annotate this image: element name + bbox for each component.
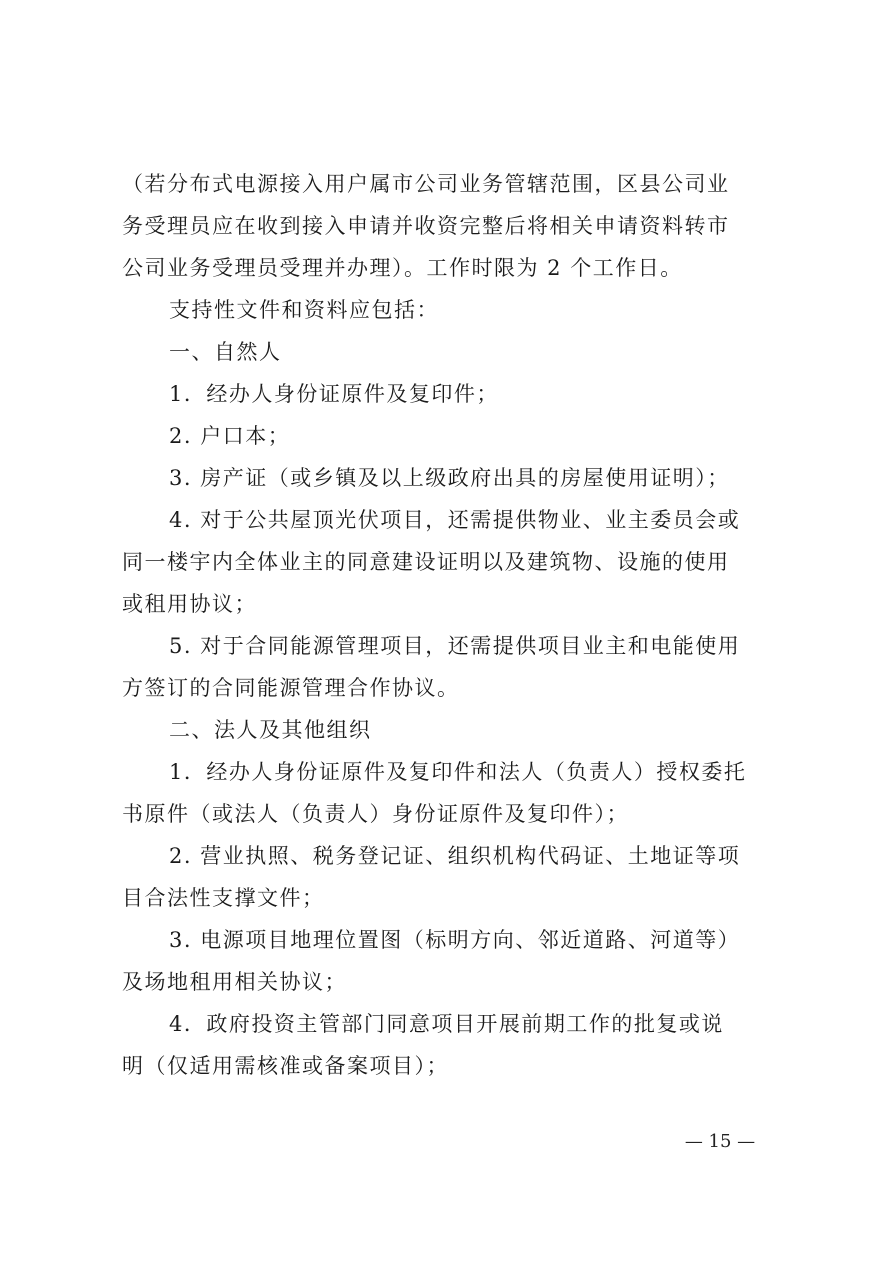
text-line: （若分布式电源接入用户属市公司业务管辖范围，区县公司业 [122,172,730,196]
list-item: 5. 对于合同能源管理项目，还需提供项目业主和电能使用 [169,634,741,658]
text-line: 方签订的合同能源管理合作协议。 [122,676,460,700]
text-line: 同一楼宇内全体业主的同意建设证明以及建筑物、设施的使用 [122,550,730,574]
text-line: 书原件（或法人（负责人）身份证原件及复印件）； [122,802,629,826]
list-item: 2. 户口本； [169,424,291,448]
list-item: 4．政府投资主管部门同意项目开展前期工作的批复或说 [169,1012,724,1036]
text-line: 支持性文件和资料应包括： [169,298,439,322]
list-item: 4. 对于公共屋顶光伏项目，还需提供物业、业主委员会或 [169,508,741,532]
section-heading: 一、自然人 [169,340,282,364]
text-line: 及场地租用相关协议； [122,970,347,994]
page-number: — 15 — [684,1131,756,1152]
list-item: 3. 房产证（或乡镇及以上级政府出具的房屋使用证明）； [169,466,730,490]
text-line: 务受理员应在收到接入申请并收资完整后将相关申请资料转市 [122,214,730,238]
text-line: 明（仅适用需核准或备案项目）； [122,1054,449,1078]
text-line: 目合法性支撑文件； [122,886,325,910]
list-item: 1．经办人身份证原件及复印件； [169,382,499,406]
list-item: 1．经办人身份证原件及复印件和法人（负责人）授权委托 [169,760,747,784]
list-item: 3. 电源项目地理位置图（标明方向、邻近道路、河道等） [169,928,741,952]
text-line: 或租用协议； [122,592,257,616]
section-heading: 二、法人及其他组织 [169,718,372,742]
text-line: 公司业务受理员受理并办理）。工作时限为 2 个工作日。 [122,256,683,280]
document-body [122,163,782,1087]
list-item: 2. 营业执照、税务登记证、组织机构代码证、土地证等项 [169,844,741,868]
